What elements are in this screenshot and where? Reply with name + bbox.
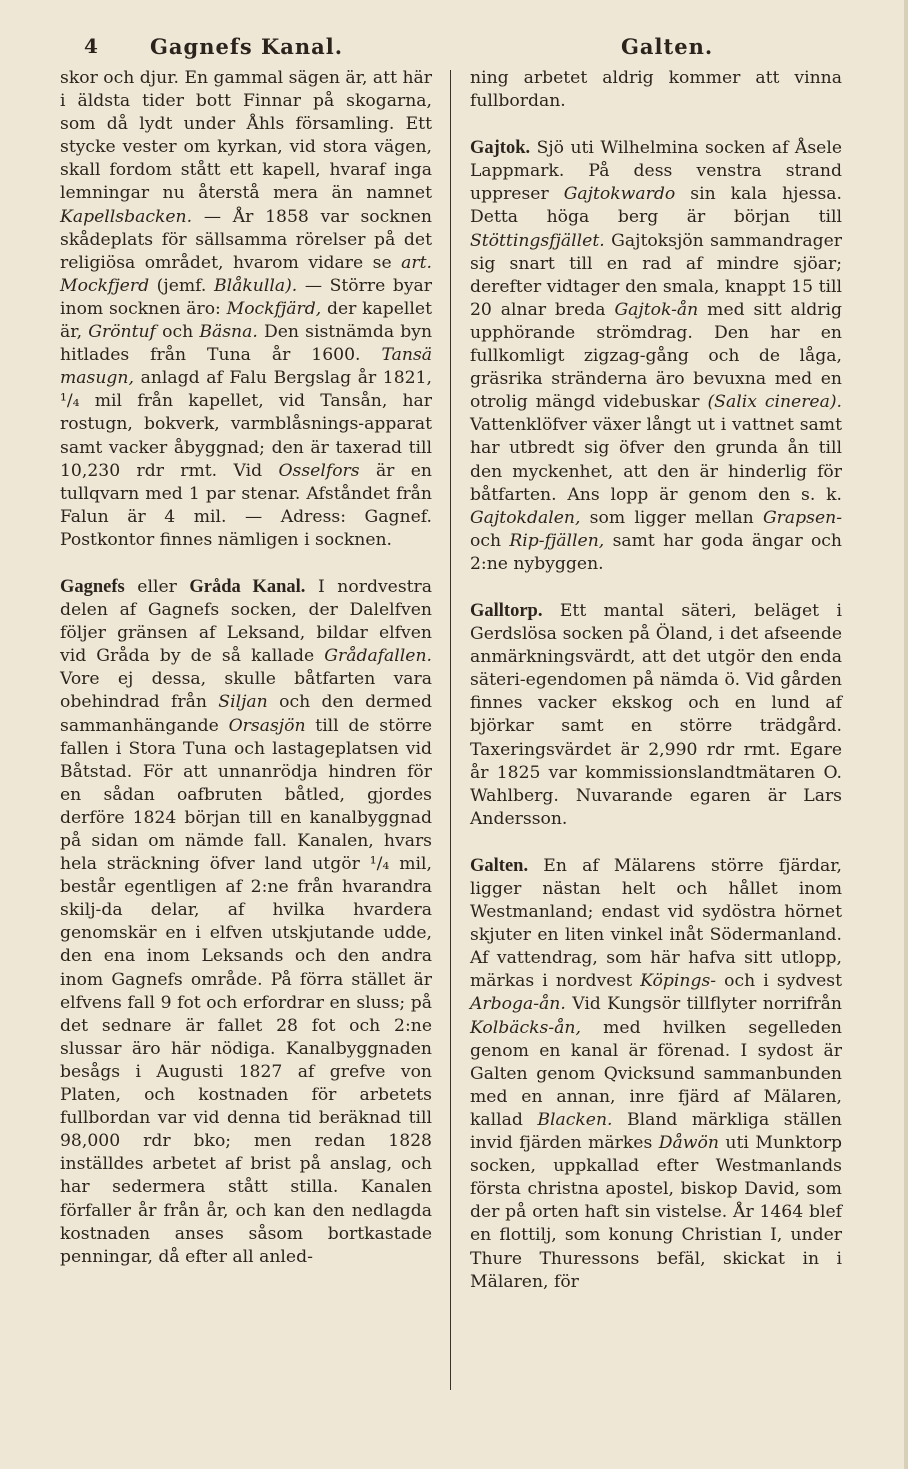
- headword: Gajtok.: [470, 138, 531, 159]
- entry-galten: Galten. En af Mälarens större fjärdar, ligger nästan helt och hållet inom Westmanland; endast vid sydöstra hörnet skjuter en liten vinkel inåt Södermanland. Af vattendrag, som här hafva sitt utlopp, märkas i nordvest Köpings- och i sydvest Arboga-ån. Vid Kungsör tillflyter norrifrån Kolbäcks-ån, med hvilken segelleden genom en kanal är förenad. I sydost är Galten genom Qvicksund sammanbunden med en annan, inre fjärd af Mälaren, kallad Blacken. Bland märkliga ställen invid fjärden märkes Dåwön uti Munktorp socken, uppkallad efter Westmanlands första christna apostel, biskop David, som der på orten haft sin vistelse. År 1464 blef en flottilj, som konung Christian I, under Thure Thuressons befäl, skickat in i Mälaren, för: [470, 855, 842, 1292]
- headword: Galten.: [470, 855, 529, 876]
- page-number: 4: [84, 34, 98, 58]
- entry-gajtok: Gajtok. Sjö uti Wilhelmina socken af Åsele Lappmark. På dess venstra strand uppreser Gajtokwardo sin kala hjessa. Detta höga berg är början till Stöttingsfjället. Gajtoksjön sammandrager sig snart till en rad af mindre sjöar; derefter vidtager den smala, knappt 15 till 20 alnar breda Gajtok-ån med sitt aldrig upphörande strömdrag. Den har en fullkomligt zigzag-gång och de låga, gräsrika stränderna äro bevuxna med en otrolig mängd videbuskar (Salix cinerea). Vattenklöfver växer långt ut i vattnet samt har utbredt sig öfver den grunda ån till den myckenhet, att den är hinderlig för båtfarten. Ans lopp är genom den s. k. Gajtokdalen, som ligger mellan Grapsen- och Rip-fjällen, samt har goda ängar och 2:ne nybyggen.: [470, 138, 843, 574]
- running-header: [60, 34, 878, 62]
- headword: Gråda Kanal.: [189, 576, 306, 597]
- paragraph-continuation: ning arbetet aldrig kommer att vinna fullbordan.: [470, 68, 842, 112]
- entry-galltorp: Galltorp. Ett mantal säteri, beläget i Gerdslösa socken på Öland, i det afseende anmärkningsvärdt, att det utgör den enda säteri-egendomen på nämda ö. Vid gården finnes vacker ekskog och en lund af björkar samt en större trädgård. Taxeringsvärdet är 2,990 rdr rmt. Egare år 1825 var kommissionslandtmätaren O. Wahlberg. Nuvarande egaren är Lars Andersson.: [470, 600, 842, 829]
- left-column: [60, 67, 432, 1269]
- left-running-title: Gagnefs Kanal.: [150, 34, 344, 59]
- column-divider: [450, 70, 451, 1390]
- right-running-title: Galten.: [621, 34, 714, 59]
- entry-gagnefs-kanal: Gagnefs eller Gråda Kanal. I nordvestra delen af Gagnefs socken, der Dalelfven följer gränsen af Leksand, bildar elfven vid Gråda by de så kallade Grådafallen. Vore ej dessa, skulle båtfarten vara obehindrad från Siljan och den dermed sammanhängande Orsasjön till de större fallen i Stora Tuna och lastageplatsen vid Båtstad. För att unnanrödja hindren för en sådan oafbruten båtled, gjordes derföre 1824 början till en kanalbyggnad på sidan om nämde fall. Kanalen, hvars hela sträckning öfver land utgör ¹/₄ mil, består egentligen af 2:ne från hvarandra skilj-da delar, af hvilka hvardera genomskär en i elfven utskjutande udde, den ena inom Leksands och den andra inom Gagnefs område. På förra stället är elfvens fall 9 fot och erfordrar en sluss; på det sednare är fallet 28 fot och 2:ne slussar äro här nödiga. Kanalbyggnaden besågs i Augusti 1827 af grefve von Platen, och kostnaden för arbetets fullbordan var vid denna tid beräknad till 98,000 rdr bko; men redan 1828 inställdes arbetet af brist på anslag, och har sedermera stått stilla. Kanalen förfaller år från år, och kan den nedlagda kostnaden anses såsom bortkastade penningar, då efter all anled-: [60, 576, 433, 1267]
- page-edge: [904, 0, 908, 1469]
- right-column: [470, 67, 842, 1294]
- headword: Galltorp.: [470, 600, 543, 621]
- headword: Gagnefs: [60, 576, 125, 597]
- paragraph-continuation: skor och djur. En gammal sägen är, att här i äldsta tider bott Finnar på skogarna, som då lydt under Åhls församling. Ett stycke vester om kyrkan, vid stora vägen, skall fordom stått ett kapell, hvaraf inga lemningar nu återstå mera än namnet Kapellsbacken. — År 1858 var socknen skådeplats för sällsamma rörelser på det religiösa området, hvarom vidare se art. Mockfjerd (jemf. Blåkulla). — Större byar inom socknen äro: Mockfjärd, der kapellet är, Gröntuf och Bäsna. Den sistnämda byn hitlades från Tuna år 1600. Tansä masugn, anlagd af Falu Bergslag år 1821, ¹/₄ mil från kapellet, vid Tansån, har rostugn, bokverk, varmblåsnings-apparat samt vacker åbyggnad; den är taxerad till 10,230 rdr rmt. Vid Osselfors är en tullqvarn med 1 par stenar. Afståndet från Falun är 4 mil. — Adress: Gagnef. Postkontor finnes nämligen i socknen.: [60, 68, 433, 550]
